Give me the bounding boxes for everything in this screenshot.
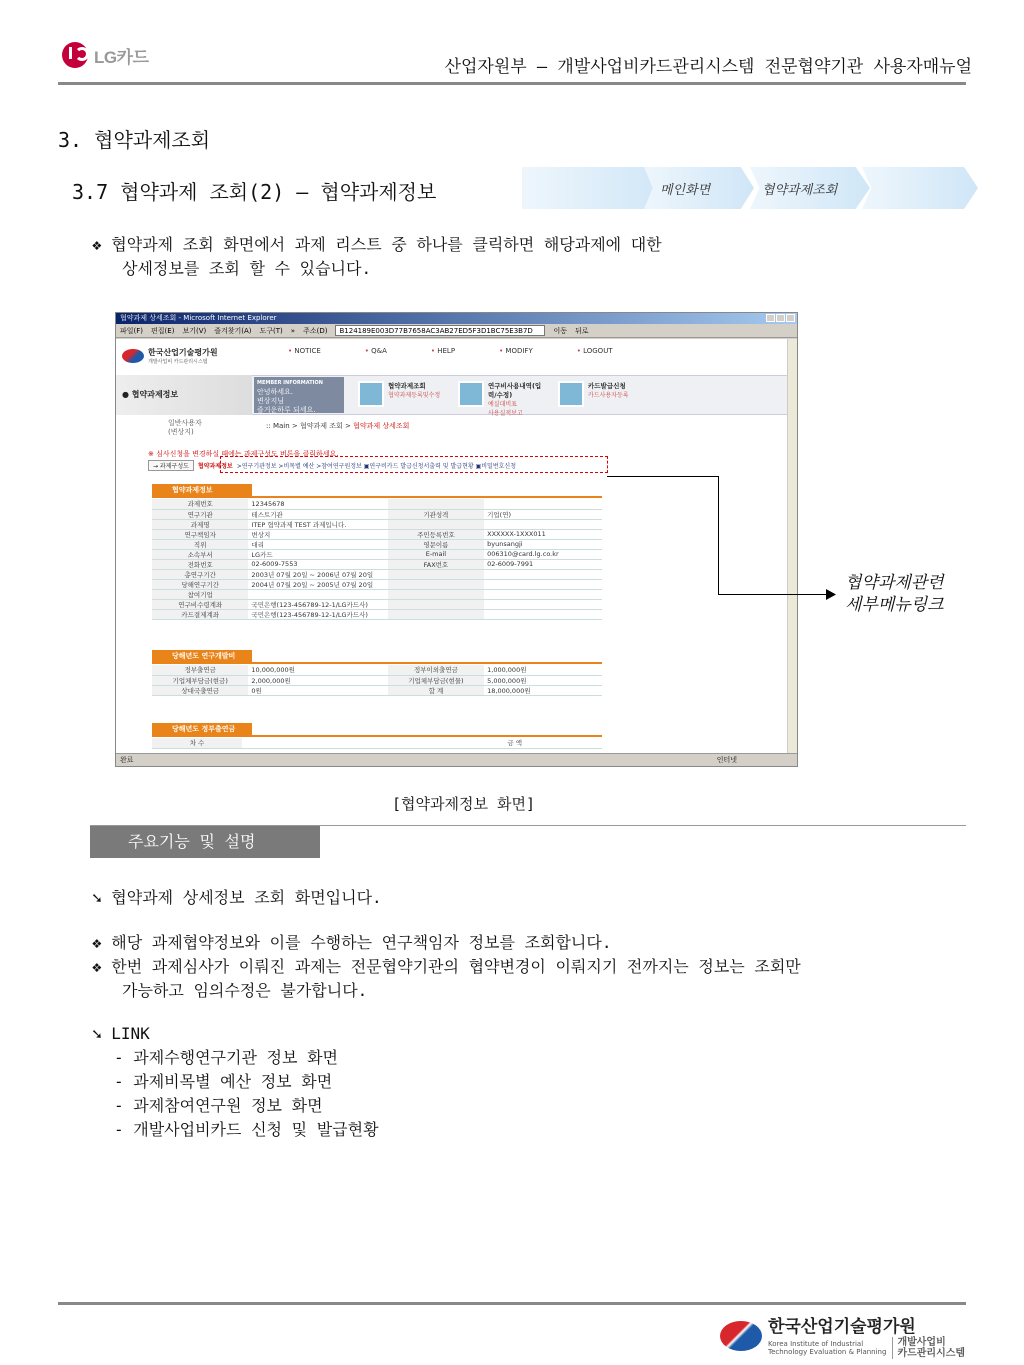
table-header: 기업체부담금(현물)	[388, 675, 484, 685]
table-header: E-mail	[388, 549, 484, 559]
table-header: 연구기관	[152, 509, 248, 519]
table-cell: byunsangji	[484, 539, 602, 549]
desc-line: ➘ 협약과제 상세정보 조회 화면입니다.	[92, 888, 382, 907]
table-row	[152, 549, 602, 559]
footer-system: 개발사업비 카드관리시스템	[892, 1337, 965, 1359]
notice-text: ※ 심사신청을 변경하실 때에는 과제구성도 버튼을 클릭하세요.	[148, 450, 339, 458]
table-header	[388, 519, 484, 529]
breadcrumb	[522, 167, 978, 209]
link-item: - 과제참여연구원 정보 화면	[114, 1096, 323, 1115]
table-cell: 2004년 07월 20일 ~ 2005년 07월 20일	[248, 579, 387, 589]
footer-divider	[58, 1302, 966, 1305]
arrow-icon: ➘	[92, 888, 102, 907]
table-header	[388, 499, 484, 509]
info-section-header: 협약과제정보	[152, 484, 252, 496]
lg-logo-icon	[62, 42, 88, 68]
breadcrumb-item-main: 메인화면	[660, 183, 711, 198]
arrow-head-icon	[826, 589, 836, 600]
table-header	[388, 589, 484, 599]
status-zone: 인터넷	[716, 756, 737, 764]
table-cell: 변상지	[248, 529, 387, 539]
arrow-icon: ➘	[92, 1024, 102, 1043]
table-header: 정부출연금	[152, 665, 248, 675]
table-header: 직위	[152, 539, 248, 549]
structure-button[interactable]: → 과제구성도	[148, 460, 194, 471]
table-cell	[248, 589, 387, 599]
menu-agreement[interactable]: 협약과제조회 협약과제등록및수정	[356, 379, 448, 411]
browser-menubar	[116, 324, 797, 338]
table-row	[152, 559, 602, 569]
breadcrumb-item-agreement: 협약과제조회	[762, 183, 838, 198]
table-cell: 02-6009-7991	[484, 559, 602, 569]
browser-title: 협약과제 상세조회 - Microsoft Internet Explorer	[120, 314, 277, 322]
table-header: 금 액	[242, 738, 602, 748]
link-label: LINK	[111, 1024, 150, 1043]
table-header: 과제명	[152, 519, 248, 529]
link-item: - 과제비목별 예산 정보 화면	[114, 1072, 333, 1091]
card-icon	[558, 381, 584, 407]
desc-bullets: ❖ 해당 과제협약정보와 이를 수행하는 연구책임자 정보를 조회합니다. ❖ 한번 과제심사가 이뤄진 과제는 전문협약기관의 협약변경이 이뤄지기 전까지는 정보는 조회만 가능하고 임의수정은 불가합니다.	[92, 933, 801, 1000]
nav-logout[interactable]: • LOGOUT	[577, 347, 613, 355]
menu-expense[interactable]: 연구비사용내역(입력/수정) 예실대비표 사용실적보고	[456, 379, 548, 411]
table-row	[152, 579, 602, 589]
highlight-box	[220, 456, 608, 473]
table-cell	[484, 519, 602, 529]
section-divider	[152, 662, 602, 664]
table-cell: 대리	[248, 539, 387, 549]
table-row	[152, 599, 602, 609]
table-cell: 테스트기관	[248, 509, 387, 519]
globe-icon	[720, 1321, 762, 1351]
table-row	[152, 675, 602, 685]
maximize-icon[interactable]	[776, 314, 785, 322]
bullet-icon: ❖	[92, 235, 102, 254]
tab-links[interactable]: >연구기관정보 >비목별 예산 >참여연구원정보 ▣연구비카드 발급신청서출력 및 발급현황 ▣비밀번호신청	[236, 463, 517, 470]
table-cell: 2,000,000원	[248, 675, 387, 685]
table-row	[152, 665, 602, 675]
table-header: 참여기업	[152, 589, 248, 599]
table-cell: 10,000,000원	[248, 665, 387, 675]
table-header: 총연구기간	[152, 569, 248, 579]
table-cell	[484, 579, 602, 589]
footer-org-name: 한국산업기술평가원	[768, 1317, 916, 1337]
table-header: 카드결제계좌	[152, 609, 248, 619]
breadcrumb-segment	[862, 167, 978, 209]
table-cell: 기업(연)	[484, 509, 602, 519]
table-header: 영문이름	[388, 539, 484, 549]
globe-icon	[122, 349, 144, 363]
nav-help[interactable]: • HELP	[431, 347, 455, 355]
bullet-icon: ❖	[92, 957, 102, 976]
table-row	[152, 529, 602, 539]
table-row	[152, 519, 602, 529]
header-divider	[58, 82, 966, 85]
link-item: - 과제수행연구기관 정보 화면	[114, 1048, 339, 1067]
table-header	[388, 599, 484, 609]
table-cell: 0원	[248, 685, 387, 695]
table-cell: 006310@card.lg.co.kr	[484, 549, 602, 559]
minimize-icon[interactable]	[766, 314, 775, 322]
member-line: 변상지님	[257, 397, 285, 405]
menu-tools[interactable]: 도구(T)	[259, 327, 283, 335]
member-line: 즐거운하루 되세요.	[257, 406, 316, 414]
figure-caption: [협약과제정보 화면]	[392, 795, 536, 813]
bullet-icon: ❖	[92, 933, 102, 952]
site-name: 한국산업기술평가원	[148, 348, 218, 357]
table-header: 합 계	[388, 685, 484, 695]
budget-section-header: 당해년도 연구개발비	[152, 650, 252, 662]
table-header: 전화번호	[152, 559, 248, 569]
user-role: 일반사용자	[168, 419, 202, 427]
document-icon	[358, 381, 384, 407]
table-header: FAX번호	[388, 559, 484, 569]
agreement-info-table	[152, 499, 602, 620]
page-title: ● 협약과제정보	[116, 375, 252, 415]
table-row	[152, 685, 602, 695]
lg-card-logo	[62, 42, 148, 68]
menu-view[interactable]: 보기(V)	[182, 327, 207, 335]
link-item: - 개발사업비카드 신청 및 발급현황	[114, 1120, 379, 1139]
table-row	[152, 738, 602, 748]
intro-line: 협약과제 조회 화면에서 과제 리스트 중 하나를 클릭하면 해당과제에 대한	[111, 235, 662, 254]
callout-line	[607, 476, 718, 477]
menu-more[interactable]: »	[290, 327, 296, 335]
section-title: 3. 협약과제조회	[58, 128, 211, 152]
tab-agreement-info[interactable]: 협약과제정보	[197, 463, 233, 470]
table-header	[388, 579, 484, 589]
table-header: 과제번호	[152, 499, 248, 509]
monitor-icon	[458, 381, 484, 407]
budget-table	[152, 665, 602, 696]
table-cell: 02-6009-7553	[248, 559, 387, 569]
browser-screenshot	[115, 312, 798, 767]
site-breadcrumb: :: Main > 협약과제 조회 > 협약과제 상세조회	[266, 422, 410, 430]
table-header	[388, 569, 484, 579]
table-header: 주민등록번호	[388, 529, 484, 539]
table-cell: ITEP 협약과제 TEST 과제입니다.	[248, 519, 387, 529]
table-row	[152, 539, 602, 549]
table-header: 연구비수령계좌	[152, 599, 248, 609]
close-icon[interactable]	[786, 314, 795, 322]
callout-line	[718, 594, 828, 595]
browser-content	[116, 339, 787, 753]
table-header: 소속부서	[152, 549, 248, 559]
table-cell: 2003년 07월 20일 ~ 2006년 07월 20일	[248, 569, 387, 579]
callout-label: 협약과제관련 세부메뉴링크	[845, 573, 944, 615]
intro-line: 상세정보를 조회 할 수 있습니다.	[122, 259, 372, 278]
site-nav	[288, 347, 613, 355]
table-header: 상대국출연금	[152, 685, 248, 695]
table-header	[388, 609, 484, 619]
menu-card[interactable]: 카드발급신청 카드사용자등록	[556, 379, 648, 411]
table-cell: 1,000,000원	[484, 665, 602, 675]
footer-org-sub: Korea Institute of Industrial Technology Evaluation & Planning	[768, 1340, 887, 1356]
intro-text	[92, 233, 662, 281]
table-cell: 국민은행(123-456789-12-1/LG카드사)	[248, 599, 387, 609]
table-cell: 18,000,000원	[484, 685, 602, 695]
table-row	[152, 569, 602, 579]
status-bar	[116, 753, 797, 766]
scrollbar[interactable]	[787, 339, 797, 753]
table-header: 기업체부담금(현금)	[152, 675, 248, 685]
footer-logo	[720, 1312, 965, 1359]
member-header: MEMBER INFORMATION	[257, 380, 323, 386]
table-cell	[484, 589, 602, 599]
table-cell: 5,000,000원	[484, 675, 602, 685]
table-cell	[484, 569, 602, 579]
menu-favorites[interactable]: 즐겨찾기(A)	[214, 327, 252, 335]
table-cell: 12345678	[248, 499, 387, 509]
status-text: 완료	[120, 756, 134, 764]
site-logo	[122, 347, 218, 365]
table-cell	[484, 609, 602, 619]
table-header: 기관성격	[388, 509, 484, 519]
browser-titlebar	[116, 313, 797, 324]
table-row	[152, 589, 602, 599]
back-button[interactable]: 뒤로	[575, 327, 589, 335]
address-label: 주소(D)	[303, 327, 328, 335]
address-field[interactable]: B124189E003D77B7658AC3AB27ED5F3D1BC75E3B7D	[335, 325, 545, 336]
table-row	[152, 499, 602, 509]
member-info	[254, 377, 344, 413]
menu-file[interactable]: 파일(F)	[120, 327, 144, 335]
site-system: 개발사업비 카드관리시스템	[148, 359, 208, 365]
table-cell: XXXXXX-1XXX011	[484, 529, 602, 539]
nav-modify[interactable]: • MODIFY	[499, 347, 533, 355]
table-cell	[484, 599, 602, 609]
table-header: 차 수	[152, 738, 242, 748]
table-cell	[484, 499, 602, 509]
nav-qa[interactable]: • Q&A	[365, 347, 387, 355]
function-title: 주요기능 및 설명	[90, 826, 320, 858]
gov-fund-table	[152, 738, 602, 749]
subsection-title: 3.7 협약과제 조회(2) – 협약과제정보	[72, 180, 437, 204]
member-line: 안녕하세요.	[257, 388, 294, 396]
table-row	[152, 609, 602, 619]
document-title: 산업자원부 – 개발사업비카드관리시스템 전문협약기관 사용자매뉴얼	[444, 57, 972, 77]
table-cell: LG카드	[248, 549, 387, 559]
table-header: 연구책임자	[152, 529, 248, 539]
gov-section-header: 당해년도 정부출연금	[152, 723, 252, 735]
table-row	[152, 509, 602, 519]
menu-edit[interactable]: 편집(E)	[151, 327, 175, 335]
go-button[interactable]: 이동	[553, 327, 568, 335]
link-section	[92, 1022, 379, 1142]
user-info	[168, 419, 202, 437]
table-header: 당해연구기간	[152, 579, 248, 589]
table-cell: 국민은행(123-456789-12-1/LG카드사)	[248, 609, 387, 619]
table-header: 정부이외출연금	[388, 665, 484, 675]
user-name: (변상지)	[168, 428, 194, 436]
nav-notice[interactable]: • NOTICE	[288, 347, 321, 355]
logo-text: LG카드	[94, 47, 149, 67]
callout-line	[718, 476, 719, 594]
section-divider	[152, 735, 602, 737]
section-divider	[152, 496, 602, 498]
